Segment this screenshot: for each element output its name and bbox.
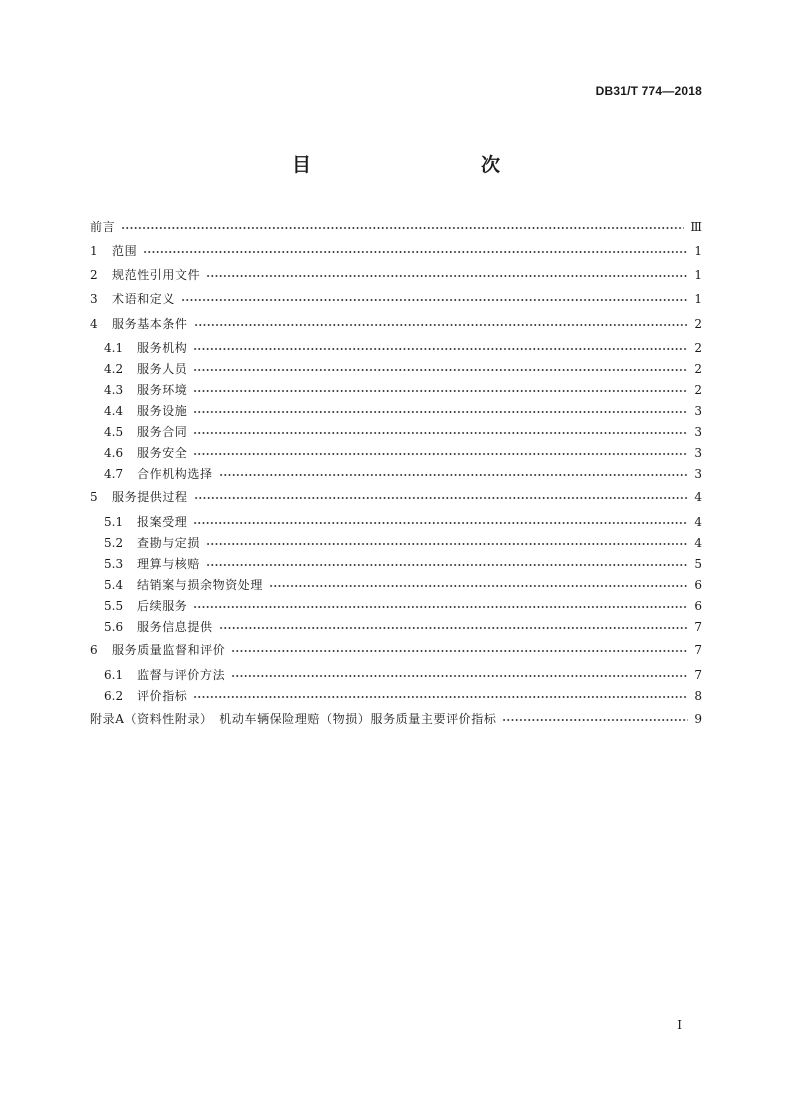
toc-entry-label: 服务基本条件 (112, 317, 188, 331)
toc-leader-dots (502, 718, 688, 722)
toc-entry[interactable] (104, 402, 702, 420)
toc-entry-page: 3 (694, 404, 702, 418)
toc-entry-number: 4.2 (104, 362, 124, 376)
toc-leader-dots (193, 605, 688, 609)
toc-entry-label: 前言 (90, 220, 116, 234)
toc-leader-dots (206, 274, 688, 278)
toc-entry-label: 报案受理 (137, 515, 188, 529)
toc-entry-page: 7 (694, 668, 702, 682)
toc-entry-number: 5.6 (104, 620, 124, 634)
toc-entry[interactable] (104, 618, 702, 636)
toc-entry[interactable] (104, 360, 702, 378)
toc-entry-page: 3 (694, 425, 702, 439)
toc-entry[interactable] (104, 465, 702, 483)
toc-entry-number: 6.2 (104, 689, 124, 703)
toc-entry[interactable] (104, 666, 702, 684)
toc-leader-dots (231, 649, 688, 653)
toc-entry-page: 2 (694, 383, 702, 397)
toc-leader-dots (206, 542, 688, 546)
toc-entry-label: 服务设施 (137, 404, 188, 418)
toc-entry[interactable] (90, 218, 702, 236)
toc-entry-page: 6 (694, 599, 702, 613)
toc-entry[interactable] (90, 242, 702, 260)
toc-entry-number: 5 (90, 490, 98, 504)
toc-entry-number: 4.6 (104, 446, 124, 460)
toc-entry-label: 查勘与定损 (137, 536, 201, 550)
toc-entry-number: 4.4 (104, 404, 124, 418)
toc-entry-number: 4.1 (104, 341, 124, 355)
toc-title: 目 次 (291, 154, 544, 176)
toc-entry-label: 理算与核赔 (137, 557, 201, 571)
toc-entry[interactable] (90, 710, 702, 728)
toc-entry-label: 附录A（资料性附录） 机动车辆保险理赔（物损）服务质量主要评价指标 (90, 712, 497, 726)
toc-entry-page: 7 (694, 620, 702, 634)
toc-entry-label: 服务环境 (137, 383, 188, 397)
toc-entry-page: 6 (694, 578, 702, 592)
toc-entry-number: 6.1 (104, 668, 124, 682)
toc-entry[interactable] (104, 555, 702, 573)
toc-leader-dots (193, 452, 688, 456)
toc-entry-label: 结销案与损余物资处理 (137, 578, 264, 592)
toc-entry-page: 4 (694, 536, 702, 550)
toc-entry-page: Ⅲ (690, 220, 702, 234)
toc-entry-page: 3 (694, 467, 702, 481)
toc-entry-label: 服务安全 (137, 446, 188, 460)
toc-entry-page: 8 (694, 689, 702, 703)
toc-entry[interactable] (104, 534, 702, 552)
toc-entry-label: 规范性引用文件 (112, 268, 201, 282)
toc-entry-number: 4.7 (104, 467, 124, 481)
toc-leader-dots (193, 389, 688, 393)
toc-leader-dots (193, 410, 688, 414)
toc-entry-number: 5.3 (104, 557, 124, 571)
toc-entry-number: 3 (90, 292, 98, 306)
toc-entry[interactable] (104, 597, 702, 615)
toc-entry-page: 5 (694, 557, 702, 571)
toc-entry-number: 6 (90, 643, 98, 657)
toc-entry-page: 4 (694, 515, 702, 529)
toc-leader-dots (143, 250, 688, 254)
toc-entry-page: 3 (694, 446, 702, 460)
toc-entry-number: 4.3 (104, 383, 124, 397)
toc-leader-dots (206, 563, 688, 567)
toc-leader-dots (194, 323, 688, 327)
toc-entry-label: 服务信息提供 (137, 620, 213, 634)
toc-entry-label: 术语和定义 (112, 292, 176, 306)
toc-entry-label: 服务合同 (137, 425, 188, 439)
toc-entry[interactable] (104, 576, 702, 594)
toc-entry[interactable] (104, 339, 702, 357)
toc-entry[interactable] (104, 423, 702, 441)
toc-entry-number: 4 (90, 317, 98, 331)
toc-leader-dots (219, 626, 688, 630)
toc-entry-page: 2 (694, 317, 702, 331)
toc-entry-label: 服务质量监督和评价 (112, 643, 226, 657)
toc-leader-dots (181, 298, 688, 302)
toc-entry-label: 范围 (112, 244, 138, 258)
toc-entry-page: 1 (694, 268, 702, 282)
toc-entry-page: 1 (694, 244, 702, 258)
toc-entry[interactable] (90, 266, 702, 284)
toc-entry-label: 合作机构选择 (137, 467, 213, 481)
toc-entry-label: 服务提供过程 (112, 490, 188, 504)
toc-entry[interactable] (90, 641, 702, 659)
toc-entry-number: 5.5 (104, 599, 124, 613)
toc-entry-number: 4.5 (104, 425, 124, 439)
toc-entry-page: 2 (694, 362, 702, 376)
document-code: DB31/T 774—2018 (595, 84, 702, 98)
toc-entry-label: 服务机构 (137, 341, 188, 355)
toc-leader-dots (193, 431, 688, 435)
toc-leader-dots (219, 473, 688, 477)
toc-entry-number: 5.2 (104, 536, 124, 550)
toc-entry-number: 5.4 (104, 578, 124, 592)
toc-entry-number: 5.1 (104, 515, 124, 529)
toc-entry-label: 服务人员 (137, 362, 188, 376)
toc-entry-label: 监督与评价方法 (137, 668, 226, 682)
toc-leader-dots (194, 496, 688, 500)
toc-leader-dots (193, 368, 688, 372)
toc-leader-dots (269, 584, 688, 588)
toc-entry-page: 4 (694, 490, 702, 504)
toc-leader-dots (193, 521, 688, 525)
toc-entry-number: 1 (90, 244, 98, 258)
toc-entry[interactable] (104, 381, 702, 399)
toc-leader-dots (121, 226, 684, 230)
toc-entry[interactable] (104, 513, 702, 531)
toc-entry[interactable] (104, 687, 702, 705)
page-number: I (677, 1018, 682, 1032)
toc-entry-label: 后续服务 (137, 599, 188, 613)
toc-entry-page: 2 (694, 341, 702, 355)
toc-entry-page: 1 (694, 292, 702, 306)
toc-entry-page: 7 (694, 643, 702, 657)
toc-entry-number: 2 (90, 268, 98, 282)
toc-entry[interactable] (104, 444, 702, 462)
toc-entry[interactable] (90, 290, 702, 308)
toc-entry[interactable] (90, 488, 702, 506)
toc-leader-dots (231, 674, 688, 678)
toc-entry-page: 9 (694, 712, 702, 726)
toc-leader-dots (193, 695, 688, 699)
toc-leader-dots (193, 347, 688, 351)
toc-entry-label: 评价指标 (137, 689, 188, 703)
toc-entry[interactable] (90, 315, 702, 333)
